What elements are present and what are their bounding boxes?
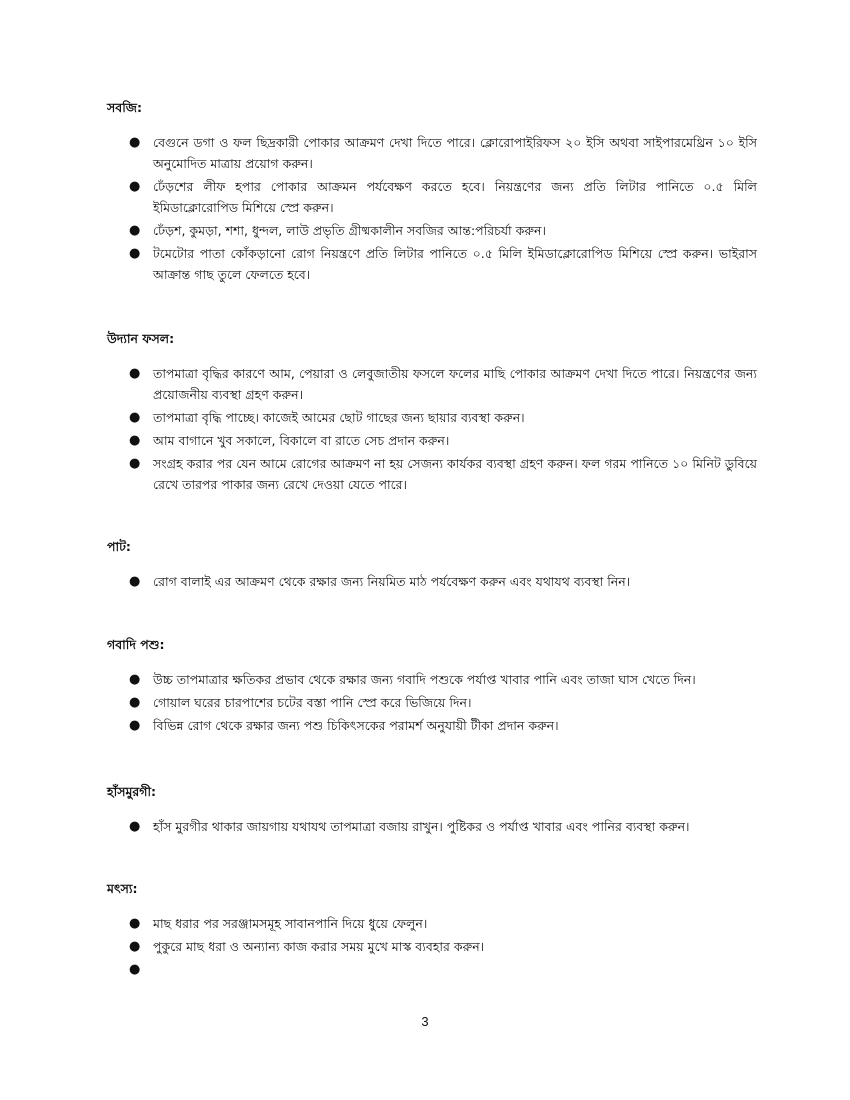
bullet-list bbox=[107, 132, 757, 285]
list-item: ● হাঁস মুরগীর থাকার জায়গায় যথাযথ তাপমাত্রা বজায় রাখুন। পুষ্টিকর ও পর্যাপ্ত খাবার এবং পানির ব্যবস্থা করুন। bbox=[107, 816, 757, 837]
bullet-icon: ● bbox=[129, 135, 141, 150]
section-heading: উদ্যান ফসল: bbox=[107, 331, 175, 346]
bullet-list bbox=[107, 571, 757, 592]
section-jute bbox=[107, 538, 757, 594]
list-item: ● গোয়াল ঘরের চারপাশের চটের বস্তা পানি স্প্রে করে ভিজিয়ে দিন। bbox=[107, 692, 757, 713]
list-item: ● মাছ ধরার পর সরঞ্জামসমূহ সাবানপানি দিয়ে ধুয়ে ফেলুন। bbox=[107, 913, 757, 934]
list-item: ● বিভিন্ন রোগ থেকে রক্ষার জন্য পশু চিকিৎসকের পরামর্শ অনুযায়ী টীকা প্রদান করুন। bbox=[107, 715, 757, 736]
section-heading: পাট: bbox=[107, 539, 131, 554]
bullet-icon: ● bbox=[129, 456, 141, 471]
bullet-icon: ● bbox=[129, 672, 141, 687]
section-livestock bbox=[107, 636, 757, 738]
bullet-icon: ● bbox=[129, 223, 141, 238]
page-number: 3 bbox=[421, 1014, 429, 1029]
bullet-icon: ● bbox=[129, 718, 141, 733]
list-item: ● ঢেঁড়শ, কুমড়া, শশা, ধুন্দল, লাউ প্রভৃতি গ্রীষ্মকালীন সবজির আন্ত:পরিচর্যা করুন। bbox=[107, 220, 757, 241]
section-heading: গবাদি পশু: bbox=[107, 637, 165, 652]
list-item: ● ঢেঁড়শের লীফ হপার পোকার আক্রমন পর্যবেক্ষণ করতে হবে। নিয়ন্ত্রণের জন্য প্রতি লিটার পানিতে ০.৫ মিলি ইমিডাক্লোরোপিড মিশিয়ে স্প্রে করুন। bbox=[107, 176, 757, 218]
bullet-icon: ● bbox=[129, 695, 141, 710]
list-item: ● তাপমাত্রা বৃদ্ধি পাচ্ছে। কাজেই আমের ছোট গাছের জন্য ছায়ার ব্যবস্থা করুন। bbox=[107, 407, 757, 428]
bullet-icon: ● bbox=[129, 410, 141, 425]
bullet-icon: ● bbox=[129, 939, 141, 954]
bullet-icon: ● bbox=[129, 246, 141, 261]
section-horticulture bbox=[107, 330, 757, 497]
list-item: ● তাপমাত্রা বৃদ্ধির কারণে আম, পেয়ারা ও লেবুজাতীয় ফসলে ফলের মাছি পোকার আক্রমণ দেখা দিতে পারে। নিয়ন্ত্রণের জন্য প্রয়োজনীয় ব্যবস্থা গ্রহণ করুন। bbox=[107, 363, 757, 405]
list-item: ● আম বাগানে খুব সকালে, বিকালে বা রাতে সেচ প্রদান করুন। bbox=[107, 430, 757, 451]
list-item: ● সংগ্রহ করার পর যেন আমে রোগের আক্রমণ না হয় সেজন্য কার্যকর ব্যবস্থা গ্রহণ করুন। ফল গরম পানিতে ১০ মিনিট ডুবিয়ে রেখে তারপর পাকার জন্য রেখে দেওয়া যেতে পারে। bbox=[107, 453, 757, 495]
section-poultry bbox=[107, 783, 757, 839]
bullet-icon: ● bbox=[129, 366, 141, 381]
bullet-icon: ● bbox=[129, 179, 141, 194]
bullet-list bbox=[107, 816, 757, 837]
list-item: ● বেগুনে ডগা ও ফল ছিদ্রকারী পোকার আক্রমণ দেখা দিতে পারে। ক্লোরোপাইরিফস ২০ ইসি অথবা সাইপারমেথ্রিন ১০ ইসি অনুমোদিত মাত্রায় প্রয়োগ করুন। bbox=[107, 132, 757, 174]
section-heading: মৎস্য: bbox=[107, 881, 138, 896]
bullet-list bbox=[107, 913, 757, 980]
bullet-icon: ● bbox=[129, 574, 141, 589]
bullet-icon: ● bbox=[129, 962, 141, 977]
list-item: ● পুকুরে মাছ ধরা ও অন্যান্য কাজ করার সময় মুখে মাস্ক ব্যবহার করুন। bbox=[107, 936, 757, 957]
list-item: ● টমেটোর পাতা কোঁকড়ানো রোগ নিয়ন্ত্রণে প্রতি লিটার পানিতে ০.৫ মিলি ইমিডাক্লোরোপিড মিশিয়ে স্প্রে করুন। ভাইরাস আক্রান্ত গাছ তুলে ফেলতে হবে। bbox=[107, 243, 757, 285]
section-heading: সবজি: bbox=[107, 100, 142, 115]
section-vegetables bbox=[107, 99, 757, 287]
bullet-icon: ● bbox=[129, 819, 141, 834]
section-heading: হাঁসমুরগী: bbox=[107, 784, 157, 799]
section-fisheries bbox=[107, 880, 757, 982]
list-item bbox=[107, 959, 757, 980]
bullet-icon: ● bbox=[129, 433, 141, 448]
bullet-icon: ● bbox=[129, 916, 141, 931]
bullet-list bbox=[107, 669, 757, 736]
bullet-list bbox=[107, 363, 757, 495]
list-item: ● রোগ বালাই এর আক্রমণ থেকে রক্ষার জন্য নিয়মিত মাঠ পর্যবেক্ষণ করুন এবং যথাযথ ব্যবস্থা নিন। bbox=[107, 571, 757, 592]
list-item: ● উচ্চ তাপমাত্রার ক্ষতিকর প্রভাব থেকে রক্ষার জন্য গবাদি পশুকে পর্যাপ্ত খাবার পানি এবং তাজা ঘাস খেতে দিন। bbox=[107, 669, 757, 690]
